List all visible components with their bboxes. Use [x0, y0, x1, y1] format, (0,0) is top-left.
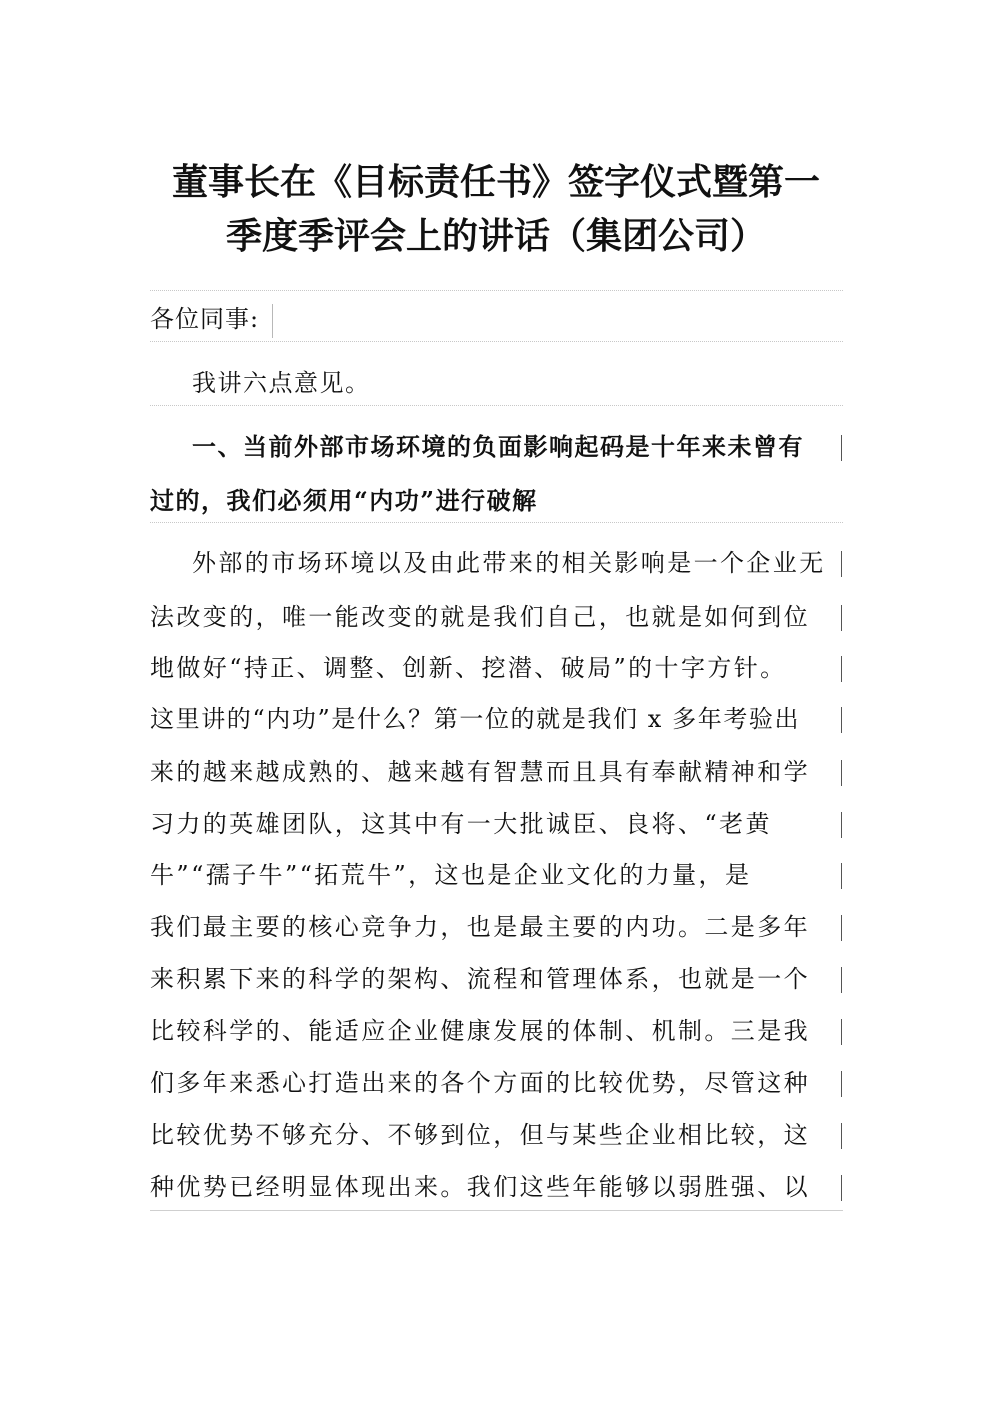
section-divider — [150, 341, 843, 342]
line-edge-marker — [841, 1019, 842, 1045]
section-divider — [150, 290, 843, 291]
line-edge-marker — [841, 551, 842, 577]
document-title-line-2: 季度季评会上的讲话（集团公司） — [225, 215, 766, 257]
body-line: 地做好“持正、调整、创新、挖潜、破局”的十字方针。 — [150, 654, 787, 682]
line-edge-marker — [841, 967, 842, 993]
section-divider — [150, 522, 843, 523]
body-line: 牛”“孺子牛”“拓荒牛”，这也是企业文化的力量，是 — [150, 861, 752, 889]
line-edge-marker — [841, 1071, 842, 1097]
section-heading-line-2: 过的，我们必须用“内功”进行破解 — [150, 486, 538, 515]
body-line: 这里讲的“内功”是什么？第一位的就是我们 x 多年考验出 — [150, 705, 801, 733]
document-title-line-1: 董事长在《目标责任书》签字仪式暨第一 — [171, 161, 820, 203]
body-line: 来的越来越成熟的、越来越有智慧而且具有奉献精神和学 — [150, 758, 810, 786]
body-line: 外部的市场环境以及由此带来的相关影响是一个企业无 — [192, 549, 826, 577]
section-divider — [150, 1210, 843, 1211]
intro-paragraph: 我讲六点意见。 — [192, 369, 371, 397]
body-line: 们多年来悉心打造出来的各个方面的比较优势，尽管这种 — [150, 1069, 810, 1097]
line-edge-marker — [841, 760, 842, 786]
line-edge-marker — [841, 812, 842, 838]
line-edge-marker — [841, 1175, 842, 1201]
body-line: 比较科学的、能适应企业健康发展的体制、机制。三是我 — [150, 1017, 810, 1045]
line-edge-marker — [841, 605, 842, 631]
field-marker — [272, 304, 273, 338]
line-edge-marker — [841, 863, 842, 889]
body-line: 习力的英雄团队，这其中有一大批诚臣、良将、“老黄 — [150, 810, 772, 838]
section-heading-line-1: 一、当前外部市场环境的负面影响起码是十年来未曾有 — [192, 432, 804, 461]
body-line: 比较优势不够充分、不够到位，但与某些企业相比较，这 — [150, 1121, 810, 1149]
line-edge-marker — [841, 656, 842, 682]
section-divider — [150, 405, 843, 406]
line-edge-marker — [841, 915, 842, 941]
body-line: 我们最主要的核心竞争力，也是最主要的内功。二是多年 — [150, 913, 810, 941]
body-line: 来积累下来的科学的架构、流程和管理体系，也就是一个 — [150, 965, 810, 993]
salutation: 各位同事: — [150, 305, 260, 333]
body-line: 种优势已经明显体现出来。我们这些年能够以弱胜强、以 — [150, 1173, 810, 1201]
line-edge-marker — [841, 707, 842, 733]
body-line: 法改变的，唯一能改变的就是我们自己，也就是如何到位 — [150, 603, 810, 631]
line-edge-marker — [841, 1123, 842, 1149]
line-edge-marker — [841, 435, 842, 461]
